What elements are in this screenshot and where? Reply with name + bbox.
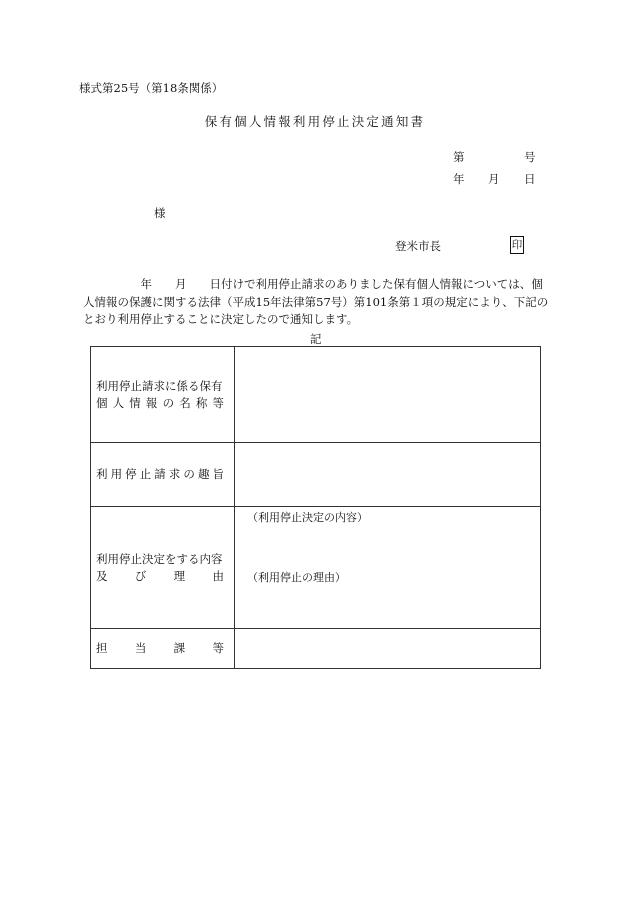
- label-char: 課: [173, 641, 186, 655]
- label-personal-info-name: [91, 347, 235, 443]
- document-title: 保有個人情報利用停止決定通知書: [204, 114, 426, 129]
- table-row: [91, 507, 541, 629]
- label-line: 利用停止請求に係る保有: [96, 378, 223, 393]
- label-line: [96, 640, 224, 657]
- label-char: 求: [168, 467, 181, 481]
- label-char: 止: [139, 467, 152, 481]
- label-char: 当: [134, 641, 147, 655]
- label-line: [96, 466, 224, 483]
- label-char: 名: [179, 395, 191, 410]
- seal-mark: 印: [510, 236, 524, 254]
- date-day-label: 日: [524, 172, 536, 186]
- label-char: 利: [96, 467, 108, 481]
- label-char: 等: [212, 395, 224, 410]
- label-char: 由: [212, 568, 224, 583]
- label-decision-content-reason: [91, 507, 235, 629]
- label-char: 及: [96, 568, 108, 583]
- date-month-label: 月: [488, 172, 500, 186]
- field-personal-info-name[interactable]: [235, 347, 541, 443]
- table-row: [91, 629, 541, 669]
- form-number: 様式第25号（第18条関係）: [79, 81, 224, 95]
- notice-body-line: 年 月 日付けで利用停止請求のありました保有個人情報については、個: [83, 277, 543, 291]
- label-char: 趣: [197, 467, 210, 481]
- doc-number-prefix: 第: [453, 150, 465, 164]
- note-decision-content: （利用停止決定の内容）: [247, 511, 368, 524]
- field-department[interactable]: [235, 629, 541, 669]
- label-char: 個: [96, 395, 108, 410]
- note-stop-reason: （利用停止の理由）: [247, 571, 346, 584]
- label-line: [96, 395, 224, 412]
- field-decision-content-reason[interactable]: [235, 507, 541, 629]
- table-row: [91, 443, 541, 507]
- label-char: び: [134, 568, 147, 583]
- recipient-honorific: 様: [154, 206, 166, 220]
- label-char: 担: [96, 641, 108, 655]
- label-request-purpose: [91, 443, 235, 507]
- ki-heading: 記: [310, 332, 322, 346]
- label-char: 理: [173, 568, 186, 583]
- notice-body-line: 人情報の保護に関する法律（平成15年法律第57号）第101条第１項の規定により、下記の: [83, 294, 549, 309]
- date-year-label: 年: [453, 172, 465, 186]
- label-char: 称: [195, 395, 208, 410]
- label-char: 請: [154, 467, 166, 481]
- label-line: 利用停止決定をする内容: [96, 551, 223, 566]
- label-char: 用: [110, 467, 123, 481]
- label-line: [96, 568, 224, 585]
- label-char: 人: [112, 395, 125, 410]
- notice-body-line: とおり利用停止することに決定したので通知します。: [83, 312, 359, 326]
- label-char: 旨: [212, 467, 224, 481]
- label-char: の: [183, 467, 195, 481]
- label-char: 停: [125, 467, 137, 481]
- decision-table: [90, 346, 541, 669]
- table-row: [91, 347, 541, 443]
- label-char: 情: [129, 395, 141, 410]
- label-department: [91, 629, 235, 669]
- label-char: 報: [145, 395, 158, 410]
- label-char: 等: [212, 641, 224, 655]
- issuer-name: 登米市長: [395, 239, 441, 253]
- notice-body: [83, 276, 553, 329]
- label-char: の: [162, 395, 175, 410]
- doc-number-suffix: 号: [524, 150, 536, 164]
- field-request-purpose[interactable]: [235, 443, 541, 507]
